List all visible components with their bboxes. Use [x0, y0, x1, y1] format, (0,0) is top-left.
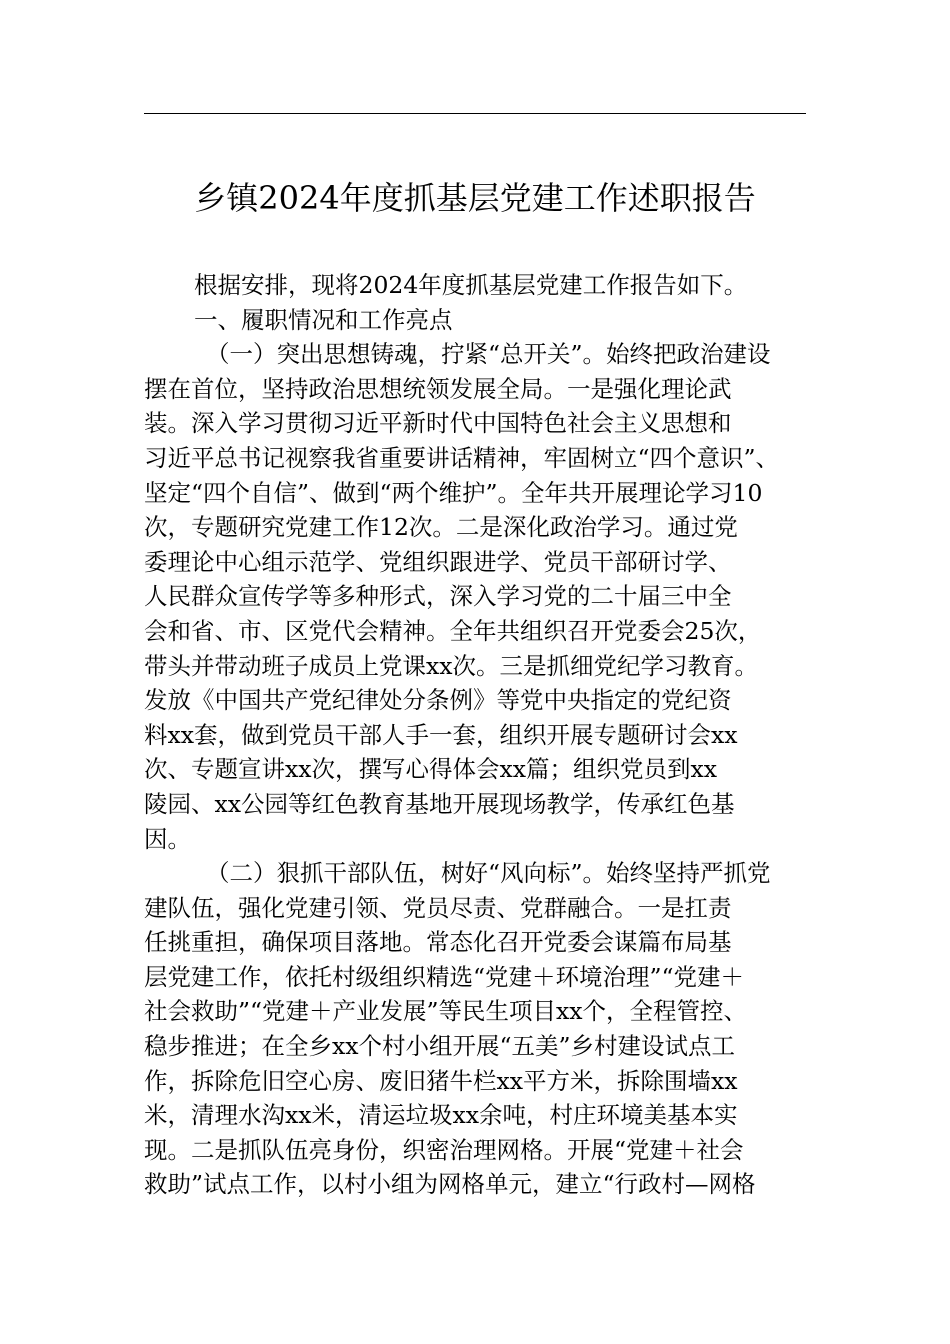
paragraph-line: 发放《中国共产党纪律处分条例》等党中央指定的党纪资: [144, 686, 732, 715]
paragraph-line: （二）狠抓干部队伍，树好“风向标”。始终坚持严抓党: [206, 859, 771, 888]
paragraph-line: 次，专题研究党建工作12次。二是深化政治学习。通过党: [144, 513, 738, 542]
paragraph-line: 会和省、市、区党代会精神。全年共组织召开党委会25次，: [144, 616, 762, 645]
paragraph-line: 装。深入学习贯彻习近平新时代中国特色社会主义思想和: [144, 409, 732, 438]
paragraph-line: 救助”试点工作，以村小组为网格单元，建立“行政村—网格: [144, 1170, 756, 1199]
paragraph-line: 现。二是抓队伍亮身份，织密治理网格。开展“党建＋社会: [144, 1135, 744, 1164]
paragraph-line: 带头并带动班子成员上党课xx次。三是抓细党纪学习教育。: [144, 651, 759, 680]
paragraph-line: 料xx套，做到党员干部人手一套，组织开展专题研讨会xx: [144, 720, 738, 749]
section-heading: 一、履职情况和工作亮点: [194, 305, 453, 334]
paragraph-line: 因。: [144, 824, 191, 853]
paragraph-line: 稳步推进；在全乡xx个村小组开展“五美”乡村建设试点工: [144, 1032, 736, 1061]
paragraph-line: 人民群众宣传学等多种形式，深入学习党的二十届三中全: [144, 582, 732, 611]
document-body: [144, 268, 806, 1202]
paragraph-line: 根据安排，现将2024年度抓基层党建工作报告如下。: [194, 271, 748, 299]
paragraph-line: 层党建工作，依托村级组织精选“党建＋环境治理”“党建＋: [144, 962, 745, 991]
paragraph-line: 摆在首位，坚持政治思想统领发展全局。一是强化理论武: [144, 374, 732, 403]
paragraph-line: 习近平总书记视察我省重要讲话精神，牢固树立“四个意识”、: [144, 443, 780, 472]
document-title: 乡镇2024年度抓基层党建工作述职报告: [194, 179, 756, 217]
paragraph-line: 陵园、xx公园等红色教育基地开展现场教学，传承红色基: [144, 789, 735, 818]
paragraph-line: 委理论中心组示范学、党组织跟进学、党员干部研讨学、: [144, 547, 732, 576]
header-rule: [144, 113, 806, 114]
paragraph-line: 作，拆除危旧空心房、废旧猪牛栏xx平方米，拆除围墙xx: [144, 1066, 738, 1095]
paragraph-line: （一）突出思想铸魂，拧紧“总开关”。始终把政治建设: [206, 340, 771, 369]
paragraph-line: 坚定“四个自信”、做到“两个维护”。全年共开展理论学习10: [144, 478, 763, 507]
paragraph-line: 任挑重担，确保项目落地。常态化召开党委会谋篇布局基: [144, 928, 732, 957]
paragraph-line: 次、专题宣讲xx次，撰写心得体会xx篇；组织党员到xx: [144, 755, 718, 784]
paragraph-line: 社会救助”“党建＋产业发展”等民生项目xx个，全程管控、: [144, 997, 748, 1026]
paragraph-line: 米，清理水沟xx米，清运垃圾xx余吨，村庄环境美基本实: [144, 1101, 738, 1130]
paragraph-line: 建队伍，强化党建引领、党员尽责、党群融合。一是扛责: [144, 893, 732, 922]
